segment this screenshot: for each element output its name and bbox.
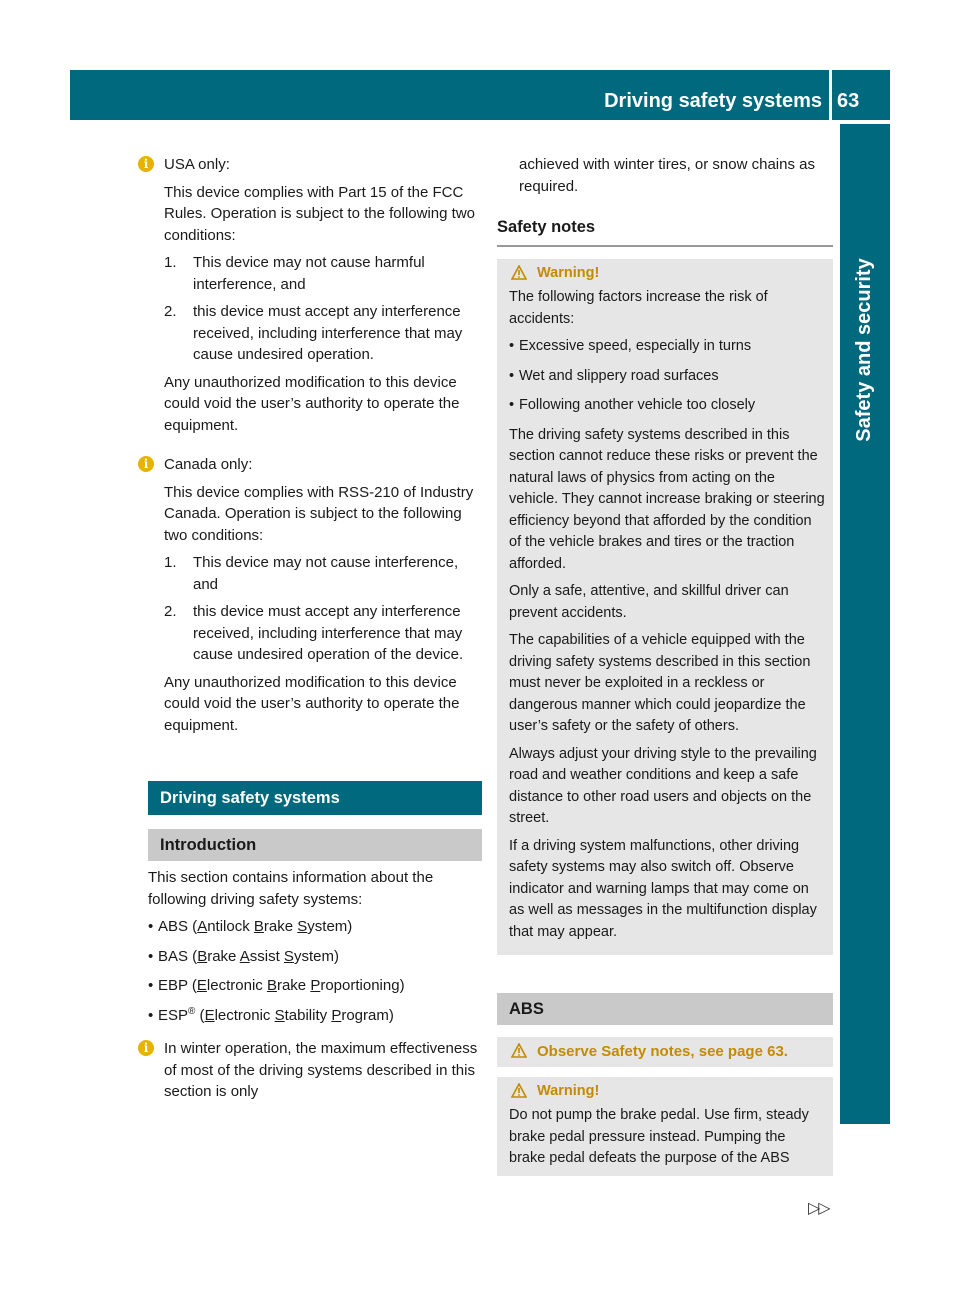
side-tab-label: Safety and security (853, 258, 875, 442)
risk-list (509, 336, 825, 417)
usa-title: USA only: (164, 156, 230, 173)
abs-heading: ABS (497, 993, 833, 1025)
warning-paragraph: The driving safety systems described in this section cannot reduce these risks or prevent the natural laws of physics from acting on the vehicle. They cannot increase braking or steering efficiency beyond that afforded by the condition of the vehicle brakes and tires or the traction afforded. (509, 426, 825, 572)
warning-paragraph: Always adjust your driving style to the prevailing road and weather conditions and keep a safe distance to other road users and objects on the street. (509, 745, 817, 826)
intro-text: This section contains information about the following driving safety systems: (148, 869, 434, 908)
introduction-heading: Introduction (148, 829, 482, 861)
usa-closing: Any unauthorized modification to this device could void the user’s authority to operate the equipment. (164, 373, 460, 434)
info-icon: i (138, 1040, 154, 1056)
canada-closing: Any unauthorized modification to this device could void the user’s authority to operate the equipment. (164, 673, 460, 734)
systems-list (148, 916, 482, 1026)
abs-warning-text: Do not pump the brake pedal. Use firm, steady brake pedal pressure instead. Pumping the brake pedal defeats the purpose of the ABS (509, 1107, 809, 1166)
abs-warning-box (497, 1077, 833, 1176)
list-item: • Following another vehicle too closely (509, 395, 825, 417)
info-icon: i (138, 156, 154, 172)
list-item: 1. This device may not cause interference, and (164, 554, 459, 593)
usa-intro: This device complies with Part 15 of the FCC Rules. Operation is subject to the following two conditions: (164, 183, 475, 244)
warning-intro: The following factors increase the risk of accidents: (509, 289, 768, 327)
right-column (497, 154, 833, 1176)
info-icon: i (138, 456, 154, 472)
continue-arrows-icon: ▷▷ (808, 1200, 829, 1217)
list-item: • ESP® (Electronic Stability Program) (148, 1005, 482, 1027)
winter-note: In winter operation, the maximum effectiveness of most of the driving systems described in this section is only (164, 1040, 478, 1100)
warning-title: Warning! (509, 263, 825, 285)
list-item: • EBP (Electronic Brake Proportioning) (148, 975, 482, 997)
warning-icon (511, 265, 527, 280)
list-item: • BAS (Brake Assist System) (148, 946, 482, 968)
list-item: 2. this device must accept any interference received, including interference that may cause undesired operation. (164, 303, 463, 363)
warning-icon (511, 1083, 527, 1098)
list-item: 2. this device must accept any interference received, including interference that may cause undesired operation of the device. (164, 603, 464, 663)
canada-title: Canada only: (164, 456, 253, 473)
warning-paragraph: Only a safe, attentive, and skillful driver can prevent accidents. (509, 583, 789, 621)
list-item: 1. This device may not cause harmful interference, and (164, 254, 425, 293)
left-column (143, 154, 482, 1109)
warning-title: Warning! (509, 1081, 825, 1103)
winter-info (143, 1038, 482, 1103)
observe-note: Observe Safety notes, see page 63. (497, 1037, 833, 1067)
header-divider (829, 70, 832, 120)
usa-conditions (164, 252, 482, 366)
list-item: • ABS (Antilock Brake System) (148, 916, 482, 938)
canada-intro: This device complies with RSS-210 of Industry Canada. Operation is subject to the following two conditions: (164, 483, 474, 544)
warning-icon (511, 1043, 527, 1058)
warning-paragraph: The capabilities of a vehicle equipped with the driving safety systems described in this section must never be exploited in a reckless or dangerous manner which could jeopardize the user’s safety or the safety of others. (509, 632, 811, 734)
warning-box (497, 259, 833, 956)
page-title: Driving safety systems (604, 90, 822, 112)
safety-notes-heading: Safety notes (497, 217, 833, 247)
list-item: • Excessive speed, especially in turns (509, 336, 825, 358)
canada-info (143, 454, 482, 736)
page-number: 63 (837, 90, 860, 112)
winter-note-continued: achieved with winter tires, or snow chains as required. (519, 156, 815, 195)
list-item: • Wet and slippery road surfaces (509, 366, 825, 388)
warning-paragraph: If a driving system malfunctions, other driving safety systems may also switch off. Observe indicator and warning lamps that may come on as well as messages in the multifunction display that may appear. (509, 837, 817, 940)
canada-conditions (164, 552, 482, 666)
usa-info (143, 154, 482, 436)
section-heading: Driving safety systems (148, 781, 482, 815)
